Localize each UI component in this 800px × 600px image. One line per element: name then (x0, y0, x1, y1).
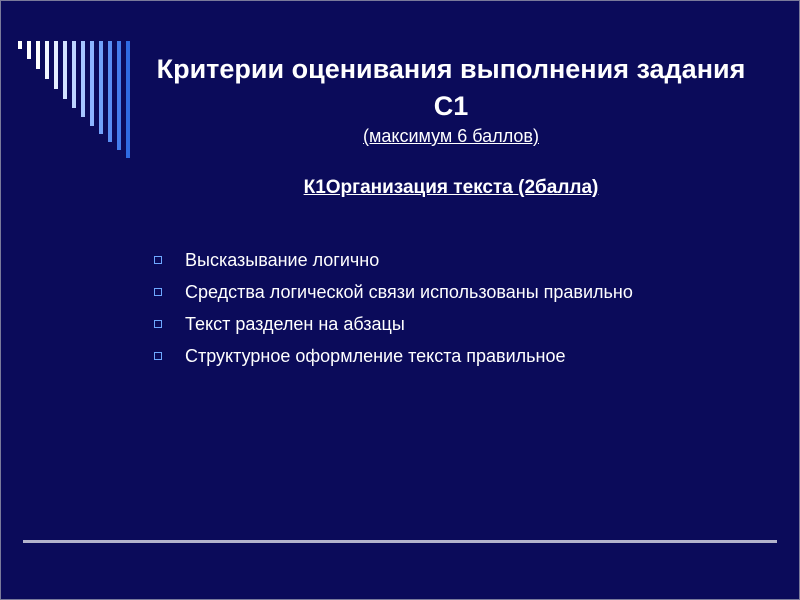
stripe (36, 41, 40, 69)
list-item (151, 280, 771, 312)
criteria-list (151, 248, 771, 376)
list-item (151, 312, 771, 344)
list-item (151, 344, 771, 376)
stripe (63, 41, 67, 99)
stripe (18, 41, 22, 49)
stripe (72, 41, 76, 108)
list-item-text: Текст разделен на абзацы (185, 314, 405, 334)
list-item-text: Средства логической связи использованы правильно (185, 282, 633, 302)
slide-subtitle: (максимум 6 баллов) (363, 126, 539, 146)
stripe (45, 41, 49, 79)
section-heading: К1Организация текста (2балла) (303, 177, 599, 198)
square-bullet-icon (154, 256, 162, 264)
square-bullet-icon (154, 352, 162, 360)
decorative-stripes (1, 1, 141, 171)
list-item-text: Структурное оформление текста правильное (185, 346, 566, 366)
stripe (126, 41, 130, 158)
square-bullet-icon (154, 288, 162, 296)
list-item-text: Высказывание логично (185, 250, 380, 270)
stripe (27, 41, 31, 59)
list-item (151, 248, 771, 280)
stripe (117, 41, 121, 150)
slide-title: Критерии оценивания выполнения задания С1 (156, 54, 746, 121)
stripe (99, 41, 103, 134)
stripe (54, 41, 58, 89)
footer-divider (23, 540, 777, 543)
square-bullet-icon (154, 320, 162, 328)
stripe (81, 41, 85, 117)
stripe (108, 41, 112, 142)
stripe (90, 41, 94, 126)
